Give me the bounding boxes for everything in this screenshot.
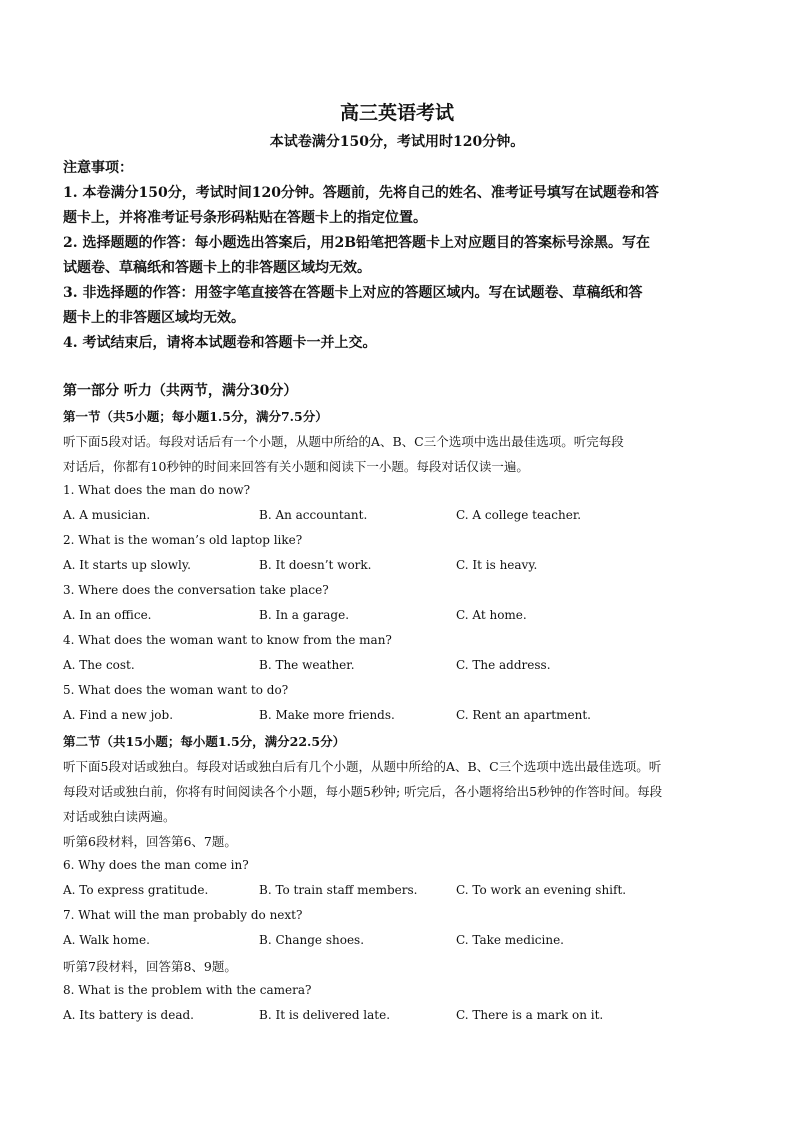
option-c: C. At home. (456, 608, 527, 622)
notice-line: 题卡上的非答题区域均无效。 (63, 310, 245, 326)
section2-heading: 第二节（共15小题；每小题1.5分，满分22.5分） (63, 734, 346, 749)
question-text: 7. What will the man probably do next? (63, 908, 303, 922)
notice-line: 试题卷、草稿纸和答题卡上的非答题区域均无效。 (63, 260, 371, 276)
option-c: C. It is heavy. (456, 558, 538, 572)
question-text: 6. Why does the man come in? (63, 858, 249, 872)
option-b: B. An accountant. (259, 508, 368, 522)
question-text: 5. What does the woman want to do? (63, 683, 289, 697)
section2-instruction: 每段对话或独白前，你将有时间阅读各个小题，每小题5秒钟; 听完后，各小题将给出5秒钟的作答时间。每段 (63, 784, 663, 799)
option-b: B. Make more friends. (259, 708, 395, 722)
question-text: 8. What is the problem with the camera? (63, 983, 312, 997)
option-b: B. It doesn’t work. (259, 558, 372, 572)
option-c: C. The address. (456, 658, 551, 672)
notice-heading: 注意事项： (63, 160, 133, 176)
option-b: B. The weather. (259, 658, 355, 672)
page-title: 高三英语考试 (339, 102, 454, 124)
option-b: B. To train staff members. (259, 883, 418, 897)
option-c: C. Rent an apartment. (456, 708, 591, 722)
notice-line: 4. 考试结束后，请将本试题卷和答题卡一并上交。 (63, 335, 377, 351)
option-a: A. The cost. (63, 658, 135, 672)
question-text: 3. Where does the conversation take place? (63, 583, 329, 597)
option-b: B. In a garage. (259, 608, 350, 622)
option-b: B. It is delivered late. (259, 1008, 391, 1022)
option-a: A. In an office. (63, 608, 152, 622)
page-subtitle: 本试卷满分150分，考试用时120分钟。 (269, 134, 525, 150)
question-text: 2. What is the woman’s old laptop like? (63, 533, 303, 547)
option-b: B. Change shoes. (259, 933, 365, 947)
option-a: A. A musician. (63, 508, 151, 522)
notice-line: 3. 非选择题的作答：用签字笔直接答在答题卡上对应的答题区域内。写在试题卷、草稿纸和答 (63, 285, 643, 301)
part1-heading: 第一部分 听力（共两节，满分30分） (63, 383, 298, 399)
notice-line: 2. 选择题题的作答：每小题选出答案后，用2B铅笔把答题卡上对应题目的答案标号涂黑。写在 (63, 235, 651, 251)
option-a: A. Walk home. (63, 933, 150, 947)
section1-heading: 第一节（共5小题；每小题1.5分，满分7.5分） (63, 409, 328, 424)
option-c: C. To work an evening shift. (456, 883, 627, 897)
section1-instruction: 对话后，你都有10秒钟的时间来回答有关小题和阅读下一小题。每段对话仅读一遍。 (63, 459, 529, 474)
option-c: C. A college teacher. (456, 508, 582, 522)
section1-instruction: 听下面5段对话。每段对话后有一个小题，从题中所给的A、B、C三个选项中选出最佳选项。听完每段 (63, 434, 624, 449)
material-note: 听第6段材料，回答第6、7题。 (63, 834, 237, 849)
option-a: A. To express gratitude. (63, 883, 209, 897)
option-a: A. Its battery is dead. (63, 1008, 194, 1022)
question-text: 4. What does the woman want to know from the man? (63, 633, 392, 647)
material-note: 听第7段材料，回答第8、9题。 (63, 959, 237, 974)
section2-instruction: 对话或独白读两遍。 (63, 809, 176, 824)
option-a: A. It starts up slowly. (63, 558, 191, 572)
notice-line: 1. 本卷满分150分，考试时间120分钟。答题前，先将自己的姓名、准考证号填写在试题卷和答 (63, 185, 659, 201)
question-text: 1. What does the man do now? (63, 483, 251, 497)
option-c: C. There is a mark on it. (456, 1008, 604, 1022)
option-a: A. Find a new job. (63, 708, 174, 722)
section2-instruction: 听下面5段对话或独白。每段对话或独白后有几个小题，从题中所给的A、B、C三个选项中选出最佳选项。听 (63, 759, 662, 774)
notice-line: 题卡上，并将准考证号条形码粘贴在答题卡上的指定位置。 (63, 210, 427, 226)
option-c: C. Take medicine. (456, 933, 564, 947)
